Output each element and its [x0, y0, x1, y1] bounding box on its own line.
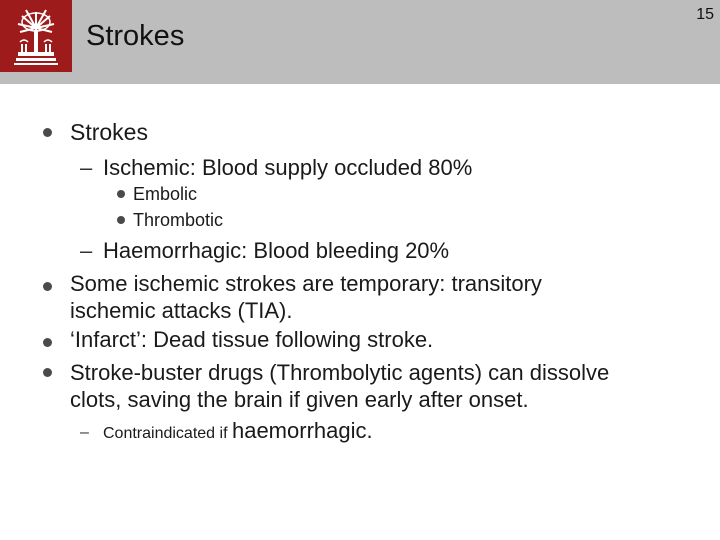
bullet-dot: [117, 190, 125, 198]
bullet-dot: [43, 368, 52, 377]
dash-marker: –: [80, 238, 93, 263]
bullet-drugs-line2: clots, saving the brain if given early after onset.: [70, 387, 529, 412]
bullet-tia-line1: Some ischemic strokes are temporary: transitory: [70, 271, 542, 296]
bullet-dot: [117, 216, 125, 224]
sub-bullet-contraindicated: [103, 418, 373, 444]
sub-bullet-haemorrhagic: Haemorrhagic: Blood bleeding 20%: [103, 238, 450, 263]
bullet-dot: [43, 128, 52, 137]
item-thrombotic: Thrombotic: [133, 210, 224, 230]
dash-marker: –: [80, 155, 93, 180]
sub-bullet-ischemic: Ischemic: Blood supply occluded 80%: [103, 155, 473, 180]
contraindicated-prefix: Contraindicated if: [103, 425, 232, 442]
slide-title: Strokes: [86, 20, 185, 52]
slide-number: 15: [696, 6, 714, 23]
bullet-strokes: Strokes: [70, 119, 148, 145]
bullet-infarct: ‘Infarct’: Dead tissue following stroke.: [70, 327, 434, 352]
bullet-tia-line2: ischemic attacks (TIA).: [70, 298, 293, 323]
item-embolic: Embolic: [133, 184, 198, 204]
dash-marker: –: [80, 424, 89, 441]
bullet-drugs-line1: Stroke-buster drugs (Thrombolytic agents) can dissolve: [70, 360, 610, 385]
bullet-dot: [43, 338, 52, 347]
contraindicated-suffix: haemorrhagic.: [231, 418, 373, 443]
bullet-dot: [43, 282, 52, 291]
